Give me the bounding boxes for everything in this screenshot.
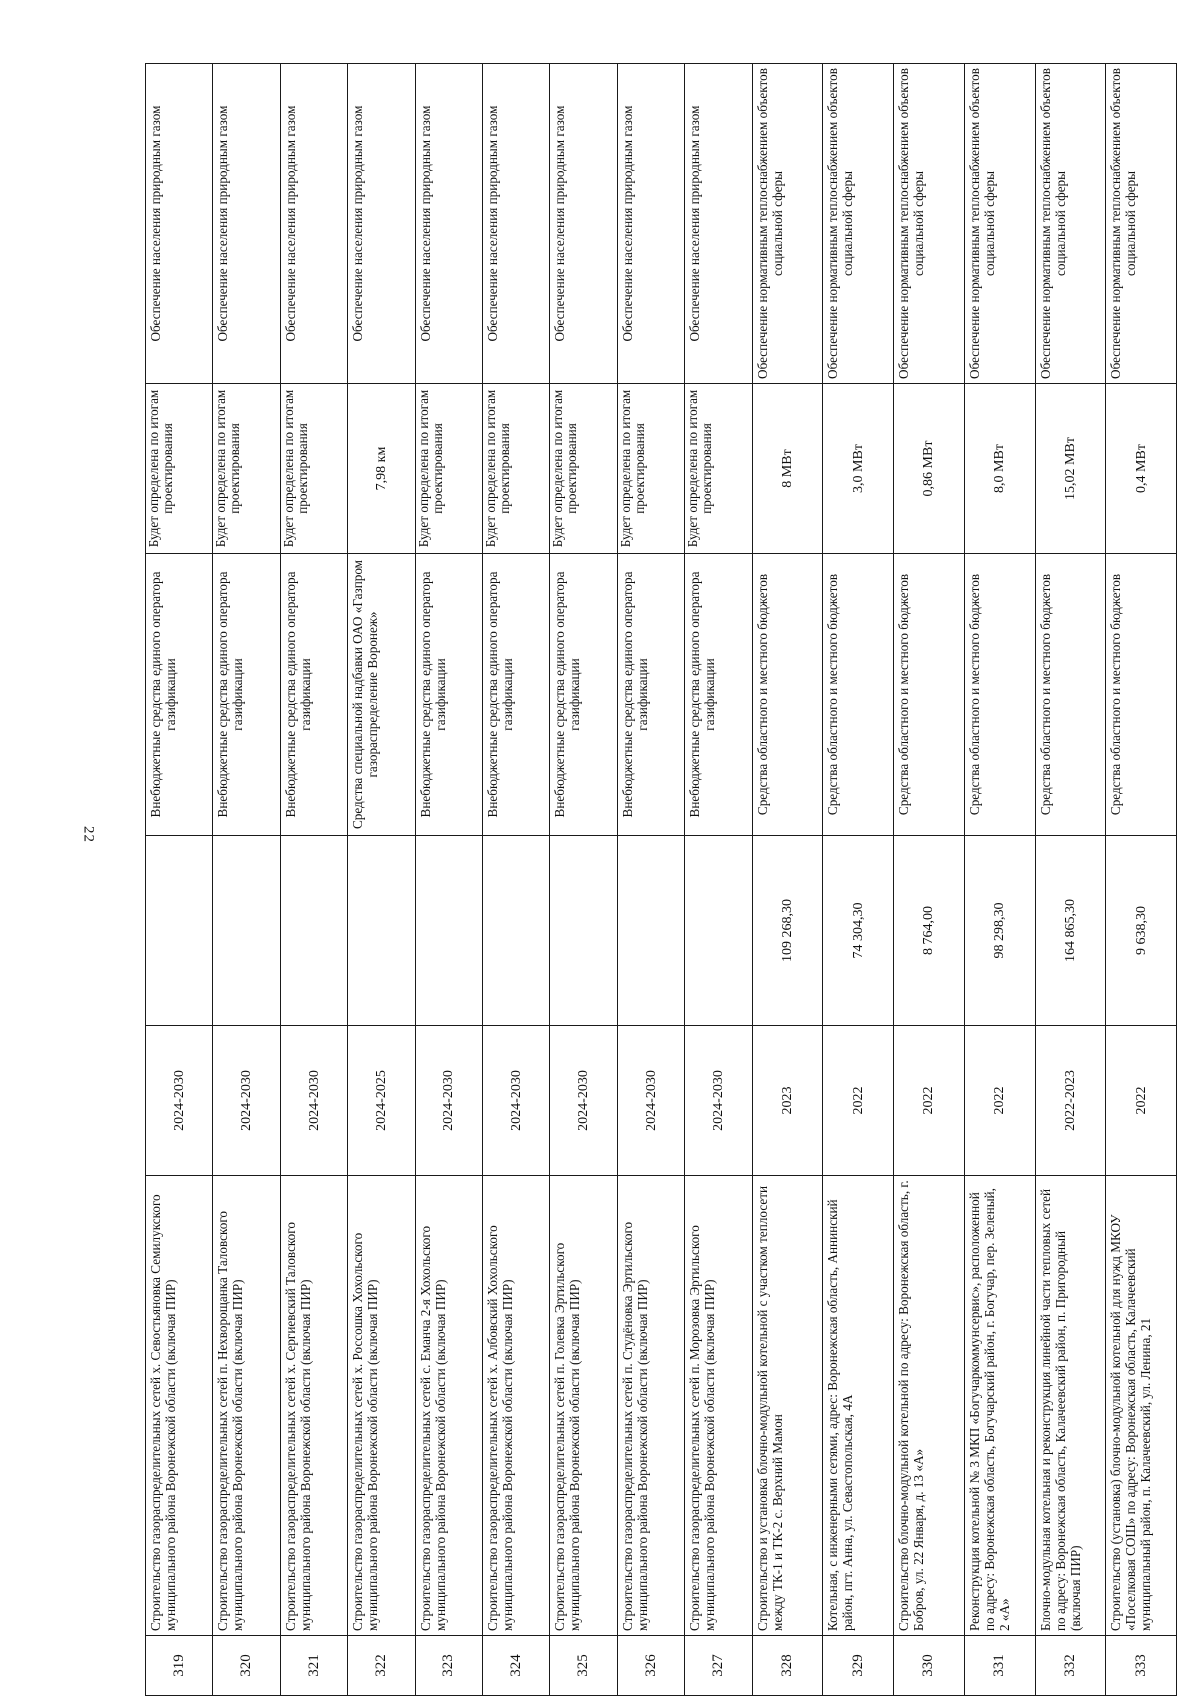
- object-name-cell: Строительство блочно-модульной котельной по адресу: Воронежская область, г. Бобров, ул. 22 Января, д. 13 «А»: [894, 1176, 965, 1636]
- funding-source-cell: Внебюджетные средства единого оператора газификации: [146, 554, 213, 836]
- implementation-period-cell: 2024-2030: [550, 1026, 617, 1176]
- capacity-cell: 8,0 МВт: [964, 384, 1035, 554]
- capacity-cell: 3,0 МВт: [823, 384, 894, 554]
- cost-value-cell: [415, 836, 482, 1026]
- row-number-cell: 325: [550, 1636, 617, 1696]
- table-row: [348, 64, 415, 1696]
- capacity-cell: Будет определена по итогам проектирования: [280, 384, 347, 554]
- table-row: [280, 64, 347, 1696]
- cost-value-cell: [348, 836, 415, 1026]
- row-number-cell: 326: [617, 1636, 684, 1696]
- implementation-period-cell: 2024-2030: [617, 1026, 684, 1176]
- cost-value-cell: 164 865,30: [1035, 836, 1106, 1026]
- purpose-cell: Обеспечение населения природным газом: [617, 64, 684, 384]
- funding-source-cell: Внебюджетные средства единого оператора газификации: [483, 554, 550, 836]
- row-number-cell: 321: [280, 1636, 347, 1696]
- capacity-cell: 0,4 МВт: [1106, 384, 1177, 554]
- row-number-cell: 324: [483, 1636, 550, 1696]
- capacity-cell: 15,02 МВт: [1035, 384, 1106, 554]
- object-name-cell: Строительство газораспределительных сетей х. Россошка Хохольского муниципального района Воронежской области (включая ПИР): [348, 1176, 415, 1636]
- implementation-period-cell: 2024-2030: [415, 1026, 482, 1176]
- table-row: [685, 64, 752, 1696]
- object-name-cell: Строительство (установка) блочно-модульной котельной для нужд МКОУ «Поселковая СОШ» по адресу: Воронежская область, Калачеевский муниципальный район, п. Калачеевский, ул. Ленина, 21: [1106, 1176, 1177, 1636]
- capacity-cell: Будет определена по итогам проектирования: [617, 384, 684, 554]
- row-number-cell: 327: [685, 1636, 752, 1696]
- implementation-period-cell: 2022: [823, 1026, 894, 1176]
- row-number-cell: 328: [752, 1636, 823, 1696]
- purpose-cell: Обеспечение населения природным газом: [685, 64, 752, 384]
- implementation-period-cell: 2024-2030: [213, 1026, 280, 1176]
- table-row: [1035, 64, 1106, 1696]
- funding-source-cell: Средства областного и местного бюджетов: [823, 554, 894, 836]
- object-name-cell: Строительство газораспределительных сетей х. Сергиевский Таловского муниципального района Воронежской области (включая ПИР): [280, 1176, 347, 1636]
- table-row: [213, 64, 280, 1696]
- table-row: [823, 64, 894, 1696]
- row-number-cell: 330: [894, 1636, 965, 1696]
- cost-value-cell: [617, 836, 684, 1026]
- purpose-cell: Обеспечение нормативным теплоснабжением объектов социальной сферы: [894, 64, 965, 384]
- capacity-cell: Будет определена по итогам проектирования: [213, 384, 280, 554]
- row-number-cell: 322: [348, 1636, 415, 1696]
- page-number: 22: [80, 826, 97, 843]
- table-row: [550, 64, 617, 1696]
- implementation-period-cell: 2024-2025: [348, 1026, 415, 1176]
- cost-value-cell: 98 298,30: [964, 836, 1035, 1026]
- object-name-cell: Блочно-модульная котельная и реконструкция линейной части тепловых сетей по адресу: Воронежская область, Калачеевский район, п. Пригородный (включая ПИР): [1035, 1176, 1106, 1636]
- capacity-cell: 8 МВт: [752, 384, 823, 554]
- funding-source-cell: Внебюджетные средства единого оператора газификации: [550, 554, 617, 836]
- funding-source-cell: Внебюджетные средства единого оператора газификации: [213, 554, 280, 836]
- funding-source-cell: Внебюджетные средства единого оператора газификации: [617, 554, 684, 836]
- purpose-cell: Обеспечение нормативным теплоснабжением объектов социальной сферы: [1035, 64, 1106, 384]
- implementation-period-cell: 2024-2030: [280, 1026, 347, 1176]
- object-name-cell: Строительство газораспределительных сетей п. Морозовка Эртильского муниципального района Воронежской области (включая ПИР): [685, 1176, 752, 1636]
- row-number-cell: 331: [964, 1636, 1035, 1696]
- funding-source-cell: Внебюджетные средства единого оператора газификации: [280, 554, 347, 836]
- implementation-period-cell: 2024-2030: [685, 1026, 752, 1176]
- capacity-cell: Будет определена по итогам проектирования: [550, 384, 617, 554]
- cost-value-cell: 74 304,30: [823, 836, 894, 1026]
- funding-source-cell: Средства областного и местного бюджетов: [1106, 554, 1177, 836]
- funding-source-cell: Средства областного и местного бюджетов: [964, 554, 1035, 836]
- capacity-cell: 7,98 км: [348, 384, 415, 554]
- purpose-cell: Обеспечение населения природным газом: [146, 64, 213, 384]
- capacity-cell: Будет определена по итогам проектирования: [415, 384, 482, 554]
- funding-source-cell: Средства областного и местного бюджетов: [894, 554, 965, 836]
- table-row: [146, 64, 213, 1696]
- implementation-period-cell: 2024-2030: [146, 1026, 213, 1176]
- row-number-cell: 319: [146, 1636, 213, 1696]
- table-row: [483, 64, 550, 1696]
- object-name-cell: Строительство газораспределительных сетей п. Нехворощанка Таловского муниципального района Воронежской области (включая ПИР): [213, 1176, 280, 1636]
- row-number-cell: 323: [415, 1636, 482, 1696]
- object-name-cell: Строительство и установка блочно-модульной котельной с участком теплосети между ТК-1 и ТК-2 с. Верхний Мамон: [752, 1176, 823, 1636]
- cost-value-cell: 109 268,30: [752, 836, 823, 1026]
- implementation-period-cell: 2024-2030: [483, 1026, 550, 1176]
- purpose-cell: Обеспечение нормативным теплоснабжением объектов социальной сферы: [964, 64, 1035, 384]
- funding-source-cell: Средства областного и местного бюджетов: [752, 554, 823, 836]
- table-row: [415, 64, 482, 1696]
- cost-value-cell: [280, 836, 347, 1026]
- implementation-period-cell: 2022-2023: [1035, 1026, 1106, 1176]
- funding-source-cell: Внебюджетные средства единого оператора газификации: [415, 554, 482, 836]
- rotated-page: [145, 64, 1177, 1696]
- purpose-cell: Обеспечение населения природным газом: [280, 64, 347, 384]
- row-number-cell: 332: [1035, 1636, 1106, 1696]
- purpose-cell: Обеспечение населения природным газом: [483, 64, 550, 384]
- capacity-cell: Будет определена по итогам проектирования: [146, 384, 213, 554]
- object-name-cell: Котельная, с инженерными сетями, адрес: Воронежская область, Аннинский район, пгт. Анна, ул. Севастопольская, 4А: [823, 1176, 894, 1636]
- purpose-cell: Обеспечение нормативным теплоснабжением объектов социальной сферы: [823, 64, 894, 384]
- object-name-cell: Строительство газораспределительных сетей п. Голевка Эртильского муниципального района Воронежской области (включая ПИР): [550, 1176, 617, 1636]
- purpose-cell: Обеспечение населения природным газом: [348, 64, 415, 384]
- projects-table: [145, 63, 1177, 1696]
- purpose-cell: Обеспечение нормативным теплоснабжением объектов социальной сферы: [752, 64, 823, 384]
- table-row: [752, 64, 823, 1696]
- implementation-period-cell: 2022: [1106, 1026, 1177, 1176]
- row-number-cell: 320: [213, 1636, 280, 1696]
- row-number-cell: 333: [1106, 1636, 1177, 1696]
- cost-value-cell: 9 638,30: [1106, 836, 1177, 1026]
- cost-value-cell: [685, 836, 752, 1026]
- purpose-cell: Обеспечение населения природным газом: [415, 64, 482, 384]
- implementation-period-cell: 2022: [964, 1026, 1035, 1176]
- capacity-cell: 0,86 МВт: [894, 384, 965, 554]
- row-number-cell: 329: [823, 1636, 894, 1696]
- cost-value-cell: [213, 836, 280, 1026]
- object-name-cell: Реконструкция котельной № 3 МКП «Богучаркоммунсервис», расположенной по адресу: Воронежская область, Богучарский район, г. Богучар, пер. Зеленый, 2 «А»: [964, 1176, 1035, 1636]
- object-name-cell: Строительство газораспределительных сетей х. Севостьяновка Семилукского муниципального района Воронежской области (включая ПИР): [146, 1176, 213, 1636]
- object-name-cell: Строительство газораспределительных сетей п. Студёновка Эртильского муниципального района Воронежской области (включая ПИР): [617, 1176, 684, 1636]
- implementation-period-cell: 2022: [894, 1026, 965, 1176]
- funding-source-cell: Средства областного и местного бюджетов: [1035, 554, 1106, 836]
- table-row: [894, 64, 965, 1696]
- object-name-cell: Строительство газораспределительных сетей х. Албовский Хохольского муниципального района Воронежской области (включая ПИР): [483, 1176, 550, 1636]
- capacity-cell: Будет определена по итогам проектирования: [483, 384, 550, 554]
- cost-value-cell: [550, 836, 617, 1026]
- object-name-cell: Строительство газораспределительных сетей с. Еманча 2-я Хохольского муниципального района Воронежской области (включая ПИР): [415, 1176, 482, 1636]
- purpose-cell: Обеспечение населения природным газом: [550, 64, 617, 384]
- table-row: [964, 64, 1035, 1696]
- purpose-cell: Обеспечение нормативным теплоснабжением объектов социальной сферы: [1106, 64, 1177, 384]
- cost-value-cell: [146, 836, 213, 1026]
- funding-source-cell: Средства специальной надбавки ОАО «Газпром газораспределение Воронеж»: [348, 554, 415, 836]
- funding-source-cell: Внебюджетные средства единого оператора газификации: [685, 554, 752, 836]
- purpose-cell: Обеспечение населения природным газом: [213, 64, 280, 384]
- capacity-cell: Будет определена по итогам проектирования: [685, 384, 752, 554]
- cost-value-cell: [483, 836, 550, 1026]
- implementation-period-cell: 2023: [752, 1026, 823, 1176]
- table-row: [1106, 64, 1177, 1696]
- table-row: [617, 64, 684, 1696]
- cost-value-cell: 8 764,00: [894, 836, 965, 1026]
